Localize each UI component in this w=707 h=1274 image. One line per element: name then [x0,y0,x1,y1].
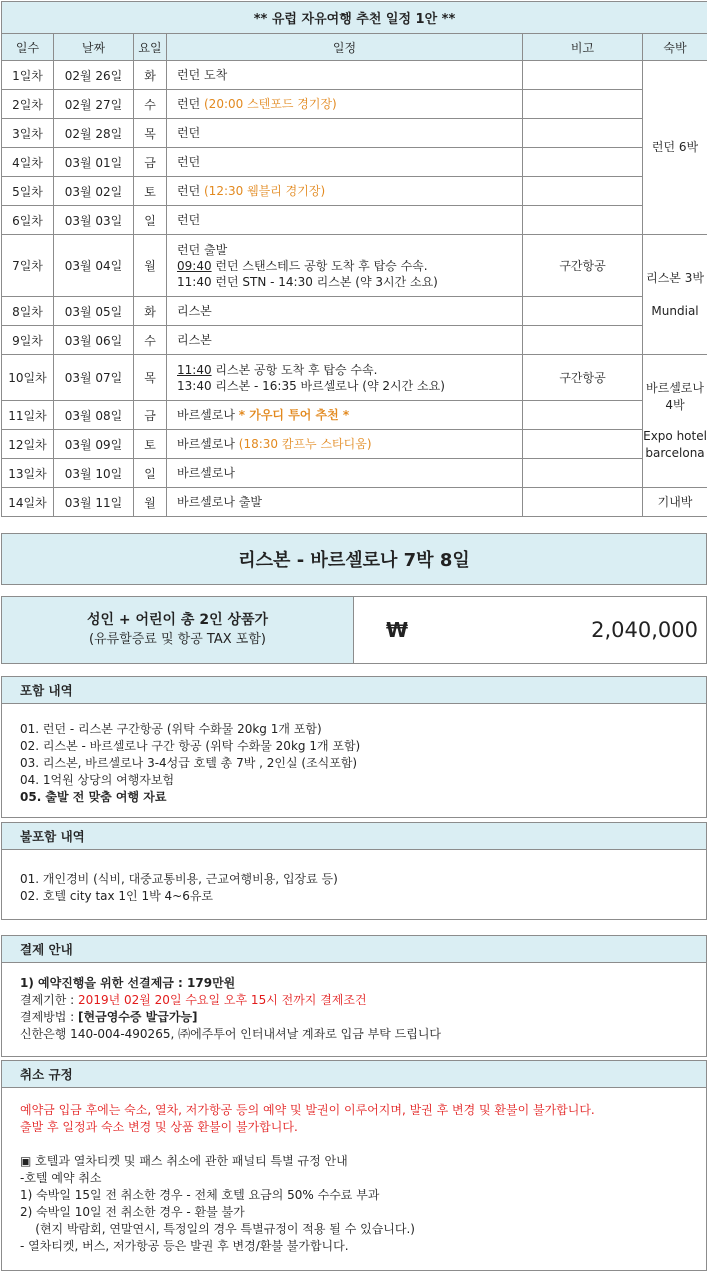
cell-note: 구간항공 [523,235,643,297]
deadline-label: 결제기한 : [20,993,79,1007]
cell-date: 03월 04일 [54,235,134,297]
cell-day: 13일차 [2,459,54,488]
price-label-box [2,597,354,663]
cell-date: 03월 02일 [54,177,134,206]
cancel-heading: 취소 규정 [1,1060,707,1088]
plan-line: 11:40 런던 STN - 14:30 리스본 (약 3시간 소요) [177,274,438,289]
cell-note [523,297,643,326]
stay-london: 런던 6박 [643,61,707,235]
plan-text: 바르셀로나 출발 [177,495,262,509]
cell-dow: 목 [134,119,167,148]
cell-day: 12일차 [2,430,54,459]
stay-barcelona [643,355,707,488]
included-list [1,704,707,818]
cell-date: 03월 03일 [54,206,134,235]
cell-dow: 월 [134,235,167,297]
cell-date: 03월 01일 [54,148,134,177]
table-row [2,430,707,459]
cell-dow: 일 [134,459,167,488]
cell-date: 03월 05일 [54,297,134,326]
stay-lisbon [643,235,707,355]
cancel-line: -호텔 예약 취소 [20,1171,102,1185]
plan-text: 런던 [177,126,201,140]
plan-highlight: (20:00 스텐포드 경기장) [204,97,337,111]
plan-text: 바르셀로나 [177,408,239,422]
cell-plan [167,61,523,90]
cell-date: 03월 11일 [54,488,134,517]
list-item: 03. 리스본, 바르셀로나 3-4성급 호텔 총 7박 , 2인실 (조식포함) [20,756,358,770]
cancel-warning: 출발 후 일정과 숙소 변경 및 상품 환불이 불가합니다. [20,1120,298,1134]
table-row [2,61,707,90]
table-row [2,355,707,401]
cell-date: 03월 08일 [54,401,134,430]
price-row [1,596,707,664]
cell-dow: 토 [134,177,167,206]
cancel-line: ▣ 호텔과 열차티켓 및 패스 취소에 관한 패널티 특별 규정 안내 [20,1154,348,1168]
package-title: 리스본 - 바르셀로나 7박 8일 [1,533,707,585]
method-value: [현금영수증 발급가능] [78,1010,198,1024]
header-plan: 일정 [167,34,523,61]
table-row [2,119,707,148]
price-label: 성인 + 어린이 총 2인 상품가 [86,612,269,628]
cell-plan [167,206,523,235]
plan-text: 바르셀로나 [177,437,239,451]
account-line: 신한은행 140-004-490265, ㈜에주투어 인터내셔날 계좌로 입금 부탁 드립니다 [20,1027,442,1041]
stay-lisbon-hotel: Mundial [651,303,699,318]
plan-line [177,258,522,274]
cell-note [523,326,643,355]
plan-text: 런던 도착 [177,68,228,82]
plan-highlight: (12:30 웸블리 경기장) [204,184,326,198]
cancel-warning: 예약금 입금 후에는 숙소, 열차, 저가항공 등의 예약 및 발권이 이루어지며, 발권 후 변경 및 환불이 불가합니다. [20,1103,595,1117]
price-sublabel: (유류할증료 및 항공 TAX 포함) [89,632,266,647]
itinerary-title: ** 유럽 자유여행 추천 일정 1안 ** [2,2,707,34]
plan-line: 13:40 리스본 - 16:35 바르셀로나 (약 2시간 소요) [177,378,445,393]
cell-dow: 수 [134,326,167,355]
cell-plan [167,148,523,177]
stay-barcelona-nights: 바르셀로나 4박 [646,381,704,412]
cell-date: 03월 09일 [54,430,134,459]
cell-plan [167,235,523,297]
deadline-line [20,992,688,1009]
deadline-value: 2019년 02월 20일 수요일 오후 15시 전까지 결제조건 [78,993,367,1007]
cell-dow: 목 [134,355,167,401]
deposit-line: 1) 예약진행을 위한 선결제금 : 179만원 [20,976,236,990]
cancel-line: 1) 숙박일 15일 전 취소한 경우 - 전체 호텔 요금의 50% 수수료 부과 [20,1188,380,1202]
cell-plan [167,297,523,326]
list-item: 05. 출발 전 맞춤 여행 자료 [20,790,167,804]
plan-line: 런던 출발 [177,242,228,257]
excluded-list [1,850,707,920]
cell-date: 02월 26일 [54,61,134,90]
header-day: 일수 [2,34,54,61]
cell-dow: 화 [134,297,167,326]
list-item: 01. 개인경비 (식비, 대중교통비용, 근교여행비용, 입장료 등) [20,872,338,886]
header-date: 날짜 [54,34,134,61]
plan-text: 리스본 공항 도착 후 탑승 수속. [211,362,378,377]
payment-heading: 결제 안내 [1,935,707,963]
cell-note [523,119,643,148]
cell-day: 2일차 [2,90,54,119]
table-row [2,148,707,177]
cell-plan [167,459,523,488]
cancel-line: (현지 박람회, 연말연시, 특정일의 경우 특별규정이 적용 될 수 있습니다.) [20,1222,415,1236]
stay-barcelona-hotel: Expo hotel [643,429,707,443]
cell-plan [167,119,523,148]
table-row [2,177,707,206]
itinerary-table [1,1,707,517]
cell-date: 03월 10일 [54,459,134,488]
departure-time: 09:40 [177,258,212,273]
list-item: 02. 리스본 - 바르셀로나 구간 항공 (위탁 수화물 20kg 1개 포함) [20,739,361,753]
price-amount: 2,040,000 [591,618,698,642]
table-row [2,401,707,430]
header-dow: 요일 [134,34,167,61]
cell-note: 구간항공 [523,355,643,401]
plan-highlight: (18:30 캄프누 스타디움) [238,437,372,451]
cancel-line: 2) 숙박일 10일 전 취소한 경우 - 환불 불가 [20,1205,245,1219]
cell-note [523,459,643,488]
payment-body [1,963,707,1057]
table-row [2,488,707,517]
cell-plan [167,90,523,119]
cell-plan [167,488,523,517]
cell-date: 02월 28일 [54,119,134,148]
cell-dow: 금 [134,401,167,430]
cell-dow: 수 [134,90,167,119]
cell-day: 11일차 [2,401,54,430]
method-line [20,1009,688,1026]
plan-text: 리스본 [177,333,212,347]
plan-text: 런던 [177,184,204,198]
table-row [2,326,707,355]
header-stay: 숙박 [643,34,707,61]
cell-note [523,430,643,459]
cell-plan [167,430,523,459]
cell-plan [167,326,523,355]
cell-plan [167,177,523,206]
cell-dow: 토 [134,430,167,459]
stay-plane: 기내박 [643,488,707,517]
excluded-heading: 불포함 내역 [1,822,707,850]
table-header-row [2,34,707,61]
cell-date: 03월 07일 [54,355,134,401]
currency-symbol: ₩ [386,618,409,642]
plan-highlight: * 가우디 투어 추천 * [238,408,350,422]
cancel-body [1,1088,707,1271]
plan-text: 바르셀로나 [177,466,235,480]
plan-line [177,362,522,378]
plan-text: 런던 [177,213,201,227]
departure-time: 11:40 [177,362,212,377]
stay-lisbon-nights: 리스본 3박 [646,270,704,285]
cancel-line: - 열차티켓, 버스, 저가항공 등은 발권 후 변경/환불 불가합니다. [20,1239,349,1253]
price-value-box [354,597,706,663]
plan-text: 런던 [177,97,204,111]
cell-day: 3일차 [2,119,54,148]
table-row [2,235,707,297]
cell-note [523,488,643,517]
included-heading: 포함 내역 [1,676,707,704]
cell-note [523,177,643,206]
cell-day: 1일차 [2,61,54,90]
table-row [2,206,707,235]
list-item: 02. 호텔 city tax 1인 1박 4~6유로 [20,889,214,903]
cell-day: 8일차 [2,297,54,326]
cell-day: 9일차 [2,326,54,355]
cell-plan [167,355,523,401]
cell-note [523,90,643,119]
cell-date: 02월 27일 [54,90,134,119]
plan-text: 런던 스탠스테드 공항 도착 후 탑승 수속. [211,258,428,273]
list-item: 01. 런던 - 리스본 구간항공 (위탁 수화물 20kg 1개 포함) [20,722,322,736]
cell-dow: 화 [134,61,167,90]
plan-text: 리스본 [177,304,212,318]
stay-barcelona-hotel-city: barcelona [645,446,705,460]
table-row [2,90,707,119]
cell-note [523,401,643,430]
cell-date: 03월 06일 [54,326,134,355]
cell-dow: 일 [134,206,167,235]
cell-note [523,206,643,235]
cell-day: 5일차 [2,177,54,206]
cell-day: 6일차 [2,206,54,235]
table-row [2,297,707,326]
table-row [2,459,707,488]
plan-text: 런던 [177,155,201,169]
header-note: 비고 [523,34,643,61]
cell-note [523,61,643,90]
list-item: 04. 1억원 상당의 여행자보험 [20,773,175,787]
cell-dow: 월 [134,488,167,517]
cell-note [523,148,643,177]
method-label: 결제방법 : [20,1010,79,1024]
cell-day: 14일차 [2,488,54,517]
cell-day: 4일차 [2,148,54,177]
cell-plan [167,401,523,430]
cell-dow: 금 [134,148,167,177]
cell-day: 7일차 [2,235,54,297]
cell-day: 10일차 [2,355,54,401]
